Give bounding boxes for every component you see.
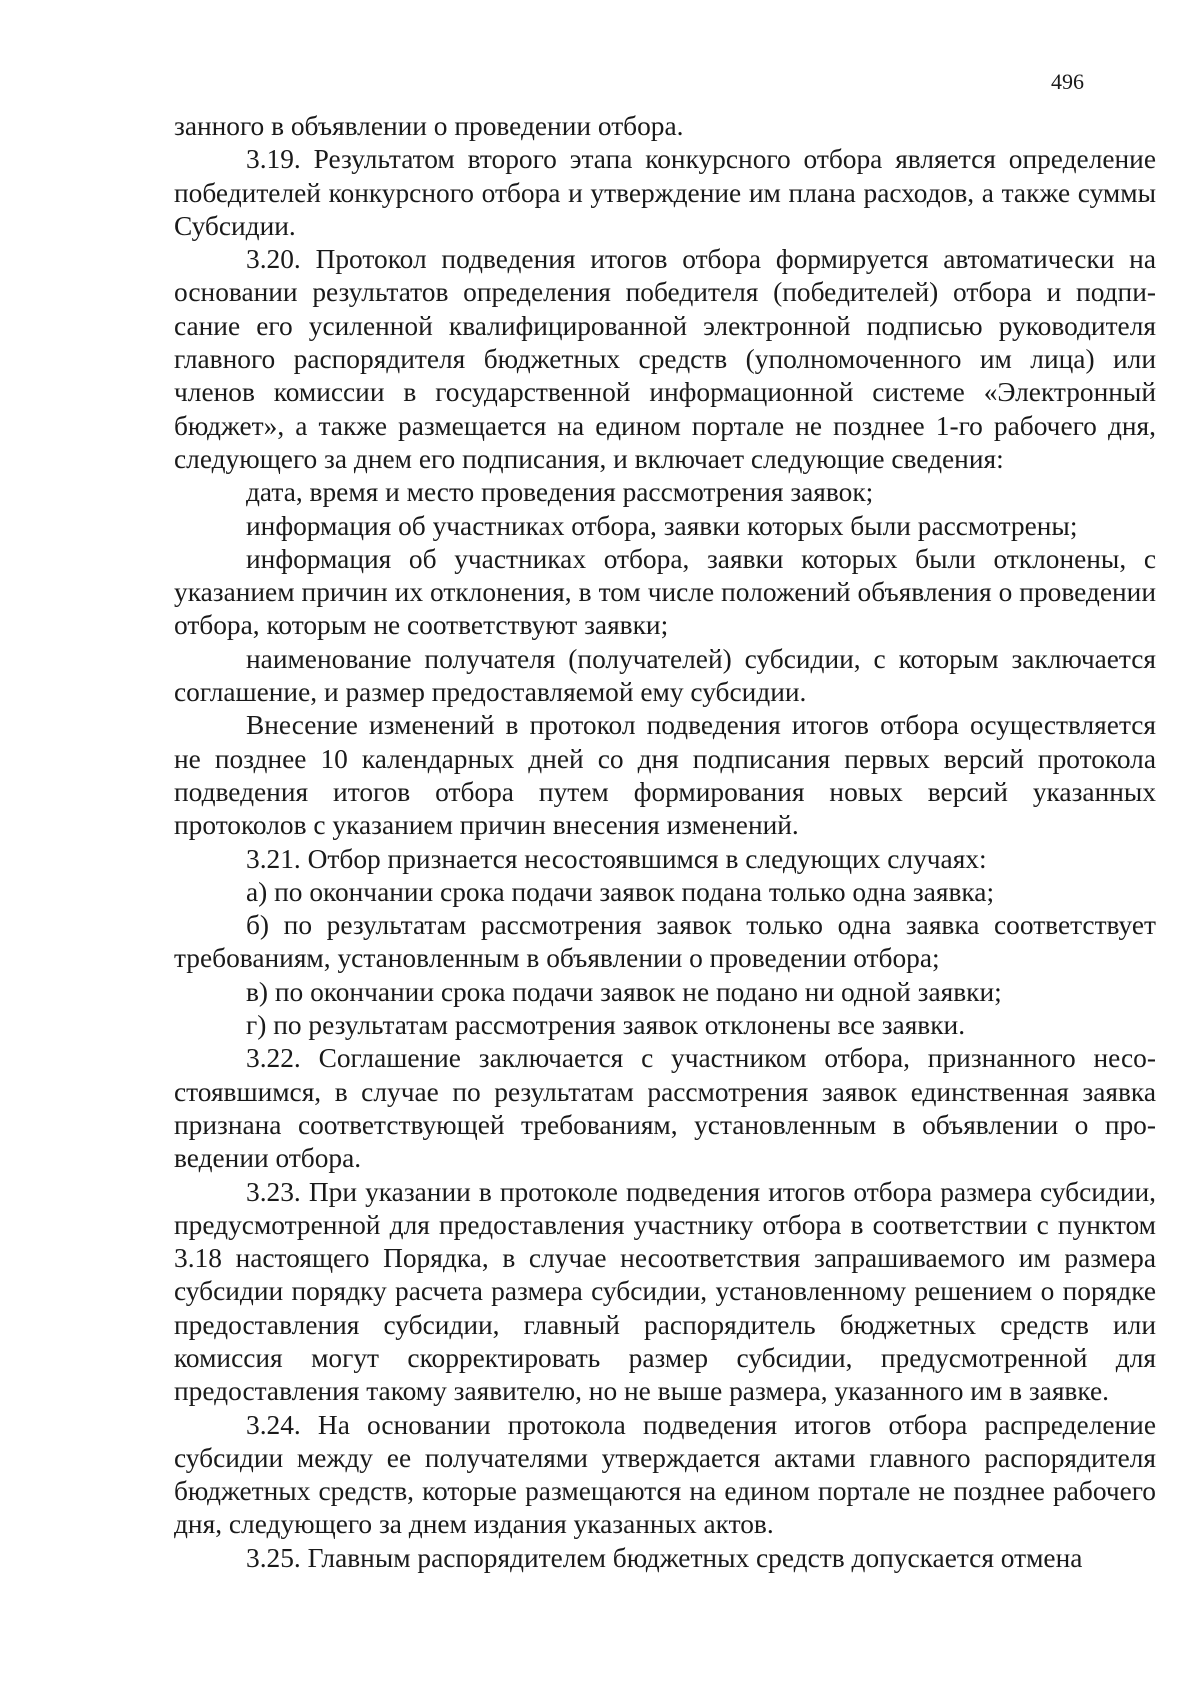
- list-item-reviewed-participants: информация об участниках отбора, заявки которых были рассмотрены;: [246, 510, 1078, 541]
- paragraph-3-25: 3.25. Главным распорядителем бюджетных средств допускается отмена: [246, 1542, 1083, 1573]
- paragraph-3-21: 3.21. Отбор признается несостоявшимся в следующих случаях:: [246, 843, 987, 874]
- paragraph-3-19: 3.19. Результатом второго этапа конкурсного отбора является определение победителей конкурсного отбора и утверждение им плана расходов, а также суммы Субсидии.: [174, 144, 1156, 241]
- list-item-rejected-participants: информация об участниках отбора, заявки которых были отклонены, с указанием причин их отклонения, в том числе положений объявления о проведении отбора, которым не соответствуют заявки;: [174, 543, 1156, 641]
- paragraph-protocol-changes: Внесение изменений в протокол подведения итогов отбора осуществляется не позднее 10 календарных дней со дня подписания первых версий протокола подведения итогов отбора путем формирования новых версий указанных протоколов с указанием причин внесения изменений.: [174, 710, 1156, 841]
- page-number: 496: [1051, 69, 1084, 94]
- list-item-b: б) по результатам рассмотрения заявок только одна заявка соответствует требованиям, установленным в объявлении о проведении отбора;: [174, 910, 1156, 974]
- paragraph-3-20: 3.20. Протокол подведения итогов отбора формируется автоматически на основании результатов определения победителя (победителей) отбора и подписание его усиленной квалифицированной электронной подписью руководителя главного распорядителя бюджетных средств (уполномоченного им лица) или членов комиссии в государственной информационной системе «Электронный бюджет», а также размещается на едином портале не позднее 1-го рабочего дня, следующего за днем его подписания, и включает следующие сведения:: [174, 244, 1156, 474]
- list-item-v: в) по окончании срока подачи заявок не подано ни одной заявки;: [246, 976, 1002, 1007]
- document-body: [174, 110, 1156, 1575]
- paragraph-3-24: 3.24. На основании протокола подведения итогов отбора распределение субсидии между ее получателями утверждается актами главного распорядителя бюджетных средств, которые размещаются на едином портале не позднее рабочего дня, следующего за днем издания указанных актов.: [174, 1409, 1156, 1540]
- paragraph-continuation: занного в объявлении о проведении отбора.: [174, 111, 684, 141]
- paragraph-3-22: 3.22. Соглашение заключается с участником отбора, признанного несостоявшимся, в случае по результатам рассмотрения заявок единственная заявка признана соответствующей требованиям, установленным в объявлении о проведении отбора.: [174, 1043, 1156, 1174]
- list-item-recipient-name: наименование получателя (получателей) субсидии, с которым заключается соглашение, и размер предоставляемой ему субсидии.: [174, 643, 1156, 708]
- list-item-date-time-place: дата, время и место проведения рассмотрения заявок;: [246, 477, 874, 508]
- list-item-a: а) по окончании срока подачи заявок подана только одна заявка;: [246, 876, 995, 907]
- list-item-g: г) по результатам рассмотрения заявок отклонены все заявки.: [246, 1010, 966, 1041]
- paragraph-3-23: 3.23. При указании в протоколе подведения итогов отбора размера субсидии, предусмотренной для предоставления участнику отбора в соответствии с пунктом 3.18 настоящего Порядка, в случае несоответствия запрашиваемого им размера субсидии порядку расчета размера субсидии, установленному решением о порядке предоставления субсидии, главный распорядитель бюджетных средств или комиссия могут скорректировать размер субсидии, предусмотренной для предоставления такому заявителю, но не выше размера, указанного им в заявке.: [174, 1176, 1156, 1407]
